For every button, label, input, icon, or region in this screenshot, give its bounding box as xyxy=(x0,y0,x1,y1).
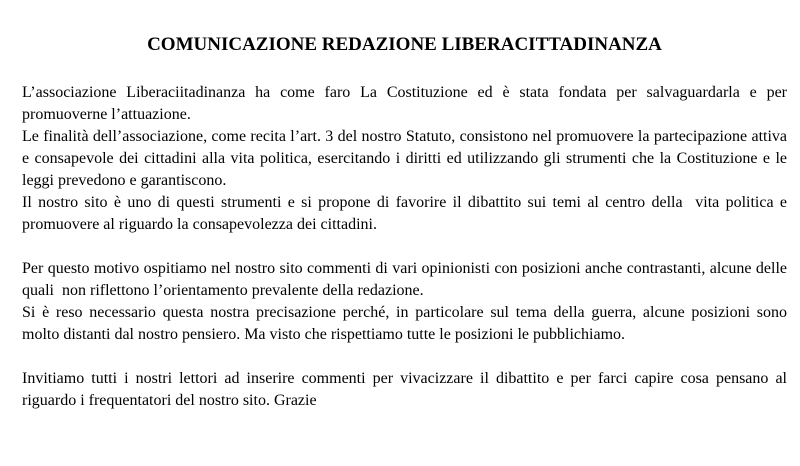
document-title: COMUNICAZIONE REDAZIONE LIBERACITTADINANZA xyxy=(147,34,662,55)
paragraph-site-purpose: Il nostro sito è uno di questi strumenti e si propone di favorire il dibattito sui temi al centro della vita politica e promuovere al riguardo la consapevolezza dei cittadini. xyxy=(22,194,791,233)
paragraph-statute-goals: Le finalità dell’associazione, come recita l’art. 3 del nostro Statuto, consistono nel promuovere la partecipazione attiva e consapevole dei cittadini alla vita politica, esercitando i diritti ed utilizzando gli strumenti che la Costituzione e le leggi prevedono e garantiscono. xyxy=(22,128,791,189)
paragraph-invitation-comments: Invitiamo tutti i nostri lettori ad inserire commenti per vivacizzare il dibattito e per farci capire cosa pensano al riguardo i frequentatori del nostro sito. Grazie xyxy=(22,370,791,409)
paragraph-clarification-war: Si è reso necessario questa nostra precisazione perché, in particolare sul tema della guerra, alcune posizioni sono molto distanti dal nostro pensiero. Ma visto che rispettiamo tutte le posizioni le pubblichiamo. xyxy=(22,304,795,343)
paragraph-opinions-hosted: Per questo motivo ospitiamo nel nostro sito commenti di vari opinionisti con posizioni anche contrastanti, alcune delle quali non riflettono l’orientamento prevalente della redazione. xyxy=(22,260,791,299)
paragraph-association-intro: L’associazione Liberaciitadinanza ha come faro La Costituzione ed è stata fondata per salvaguardarla e per promuoverne l’attuazione. xyxy=(22,84,791,123)
